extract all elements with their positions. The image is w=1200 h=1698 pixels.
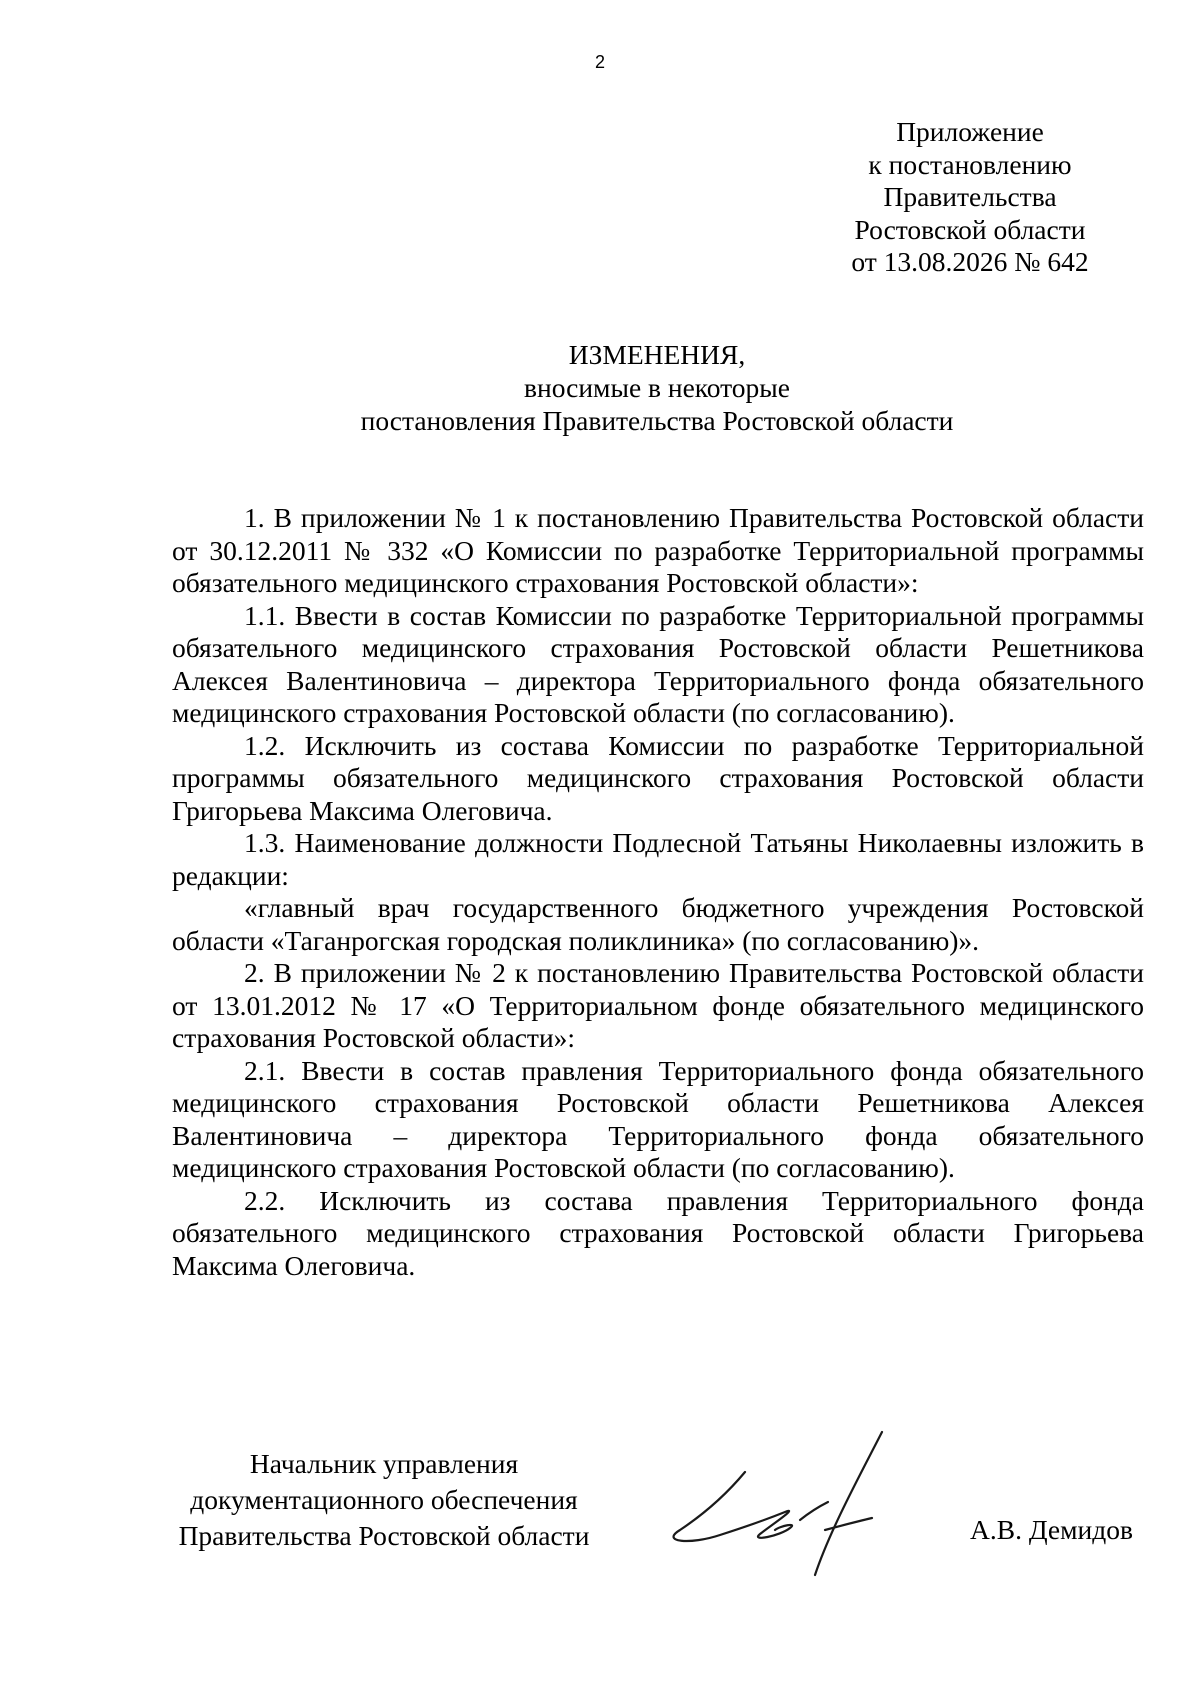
signatory-name: А.В. Демидов: [970, 1514, 1133, 1545]
paragraph-quote: «главный врач государственного бюджетного учреждения Ростовской области «Таганрогская городская поликлиника» (по согласованию)».: [172, 892, 1144, 956]
document-body: [172, 502, 1144, 1282]
position-line: Правительства Ростовской области: [178, 1520, 590, 1551]
paragraph-1: 1. В приложении № 1 к постановлению Правительства Ростовской области от 30.12.2011 № 332 «О Комиссии по разработке Территориальной программы обязательного медицинского страхования Ростовской области»:: [172, 502, 1144, 598]
signatory-position: [166, 1446, 602, 1554]
title-subline: постановления Правительства Ростовской области: [360, 405, 954, 436]
appendix-line: от 13.08.2026 № 642: [851, 246, 1089, 277]
position-line: документационного обеспечения: [190, 1484, 578, 1515]
paragraph-2: 2. В приложении № 2 к постановлению Правительства Ростовской области от 13.01.2012 № 17 «О Территориальном фонде обязательного медицинского страхования Ростовской области»:: [172, 957, 1144, 1053]
appendix-line: Ростовской области: [854, 213, 1086, 245]
document-title: [0, 338, 1200, 437]
paragraph-1-2: 1.2. Исключить из состава Комиссии по разработке Территориальной программы обязательного медицинского страхования Ростовской области Григорьева Максима Олеговича.: [172, 729, 1144, 826]
appendix-header: [820, 116, 1120, 279]
paragraph-1-1: 1.1. Ввести в состав Комиссии по разработке Территориальной программы обязательного медицинского страхования Ростовской области Решетникова Алексея Валентиновича – директора Территориального фонда обязательного медицинского страхования Ростовской области (по согласованию).: [172, 599, 1144, 728]
appendix-line: к постановлению: [868, 148, 1072, 180]
title-heading: ИЗМЕНЕНИЯ,: [568, 339, 746, 370]
title-subline: вносимые в некоторые: [524, 372, 790, 403]
paragraph-1-3: 1.3. Наименование должности Подлесной Татьяны Николаевны изложить в редакции:: [172, 827, 1144, 891]
paragraph-2-1: 2.1. Ввести в состав правления Территориального фонда обязательного медицинского страхования Ростовской области Решетникова Алексея Валентиновича – директора Территориального фонда обязательного медицинского страхования Ростовской области (по согласованию).: [172, 1054, 1144, 1183]
position-line: Начальник управления: [249, 1448, 519, 1479]
page-number: 2: [594, 52, 605, 72]
appendix-line: Приложение: [896, 116, 1044, 147]
appendix-line: Правительства: [883, 181, 1057, 212]
handwritten-signature: [650, 1430, 950, 1600]
paragraph-2-2: 2.2. Исключить из состава правления Территориального фонда обязательного медицинского страхования Ростовской области Григорьева Максима Олеговича.: [172, 1184, 1144, 1281]
